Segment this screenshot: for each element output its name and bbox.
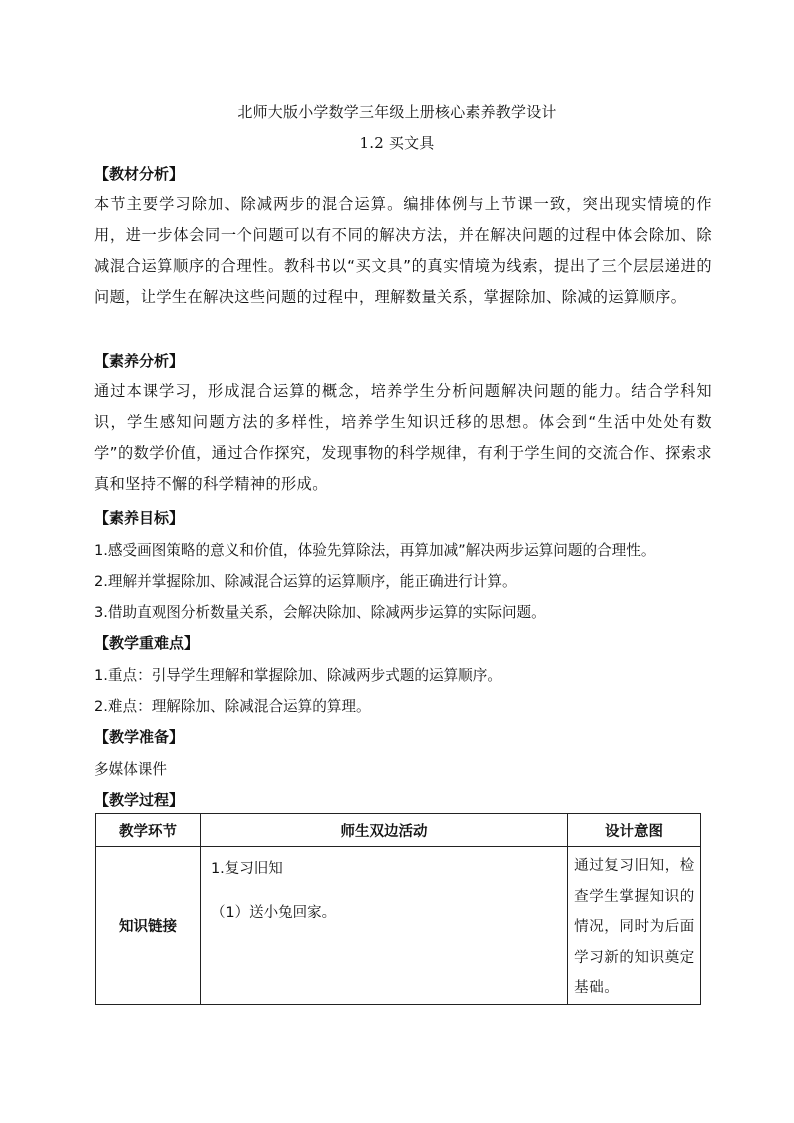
activity-cell <box>200 847 567 1005</box>
goal-item-2: 2.理解并掌握除加、除减混合运算的运算顺序，能正确进行计算。 <box>94 573 517 590</box>
stage-cell: 知识链接 <box>96 847 201 1005</box>
column-header-activity: 师生双边活动 <box>200 814 567 847</box>
activity-line-2: （1）送小兔回家。 <box>210 905 337 921</box>
activity-line-1: 1.复习旧知 <box>210 861 283 877</box>
paragraph-material-analysis: 本节主要学习除加、除减两步的混合运算。编排体例与上节课一致，突出现实情境的作用，进一步体会同一个问题可以有不同的解决方法，并在解决问题的过程中体会除加、除减混合运算顺序的合理性。教科书以“买文具”的真实情境为线索，提出了三个层层递进的问题，让学生在解决这些问题的过程中，理解数量关系，掌握除加、除减的运算顺序。 <box>94 195 712 306</box>
column-header-intent: 设计意图 <box>568 814 701 847</box>
table-row <box>96 847 701 1005</box>
heading-material-analysis: 【教材分析】 <box>94 165 185 183</box>
goal-item-1: 1.感受画图策略的意义和价值，体验先算除法，再算加减”解决两步运算问题的合理性。 <box>94 542 656 559</box>
key-point-item-2: 2.难点：理解除加、除减混合运算的算理。 <box>94 698 371 715</box>
document-title: 北师大版小学数学三年级上册核心素养教学设计 <box>237 103 557 121</box>
heading-teaching-process: 【教学过程】 <box>94 791 185 809</box>
teaching-process-table <box>95 813 701 1005</box>
column-header-stage: 教学环节 <box>96 814 201 847</box>
heading-teaching-prep: 【教学准备】 <box>94 728 185 746</box>
heading-key-points: 【教学重难点】 <box>94 634 200 652</box>
key-point-item-1: 1.重点：引导学生理解和掌握除加、除减两步式题的运算顺序。 <box>94 667 502 684</box>
intent-cell: 通过复习旧知，检查学生掌握知识的情况，同时为后面学习新的知识奠定基础。 <box>568 847 701 1005</box>
teaching-prep-text: 多媒体课件 <box>94 761 167 778</box>
table-header-row <box>96 814 701 847</box>
goal-item-3: 3.借助直观图分析数量关系，会解决除加、除减两步运算的实际问题。 <box>94 604 546 621</box>
paragraph-literacy-analysis: 通过本课学习，形成混合运算的概念，培养学生分析问题解决问题的能力。结合学科知识，学生感知问题方法的多样性，培养学生知识迁移的思想。体会到“生活中处处有数学”的数学价值，通过合作探究，发现事物的科学规律，有利于学生间的交流合作、探索求真和坚持不懈的科学精神的形成。 <box>94 382 712 493</box>
document-subtitle: 1.2 买文具 <box>359 134 435 152</box>
heading-literacy-goals: 【素养目标】 <box>94 509 185 527</box>
heading-literacy-analysis: 【素养分析】 <box>94 352 185 370</box>
